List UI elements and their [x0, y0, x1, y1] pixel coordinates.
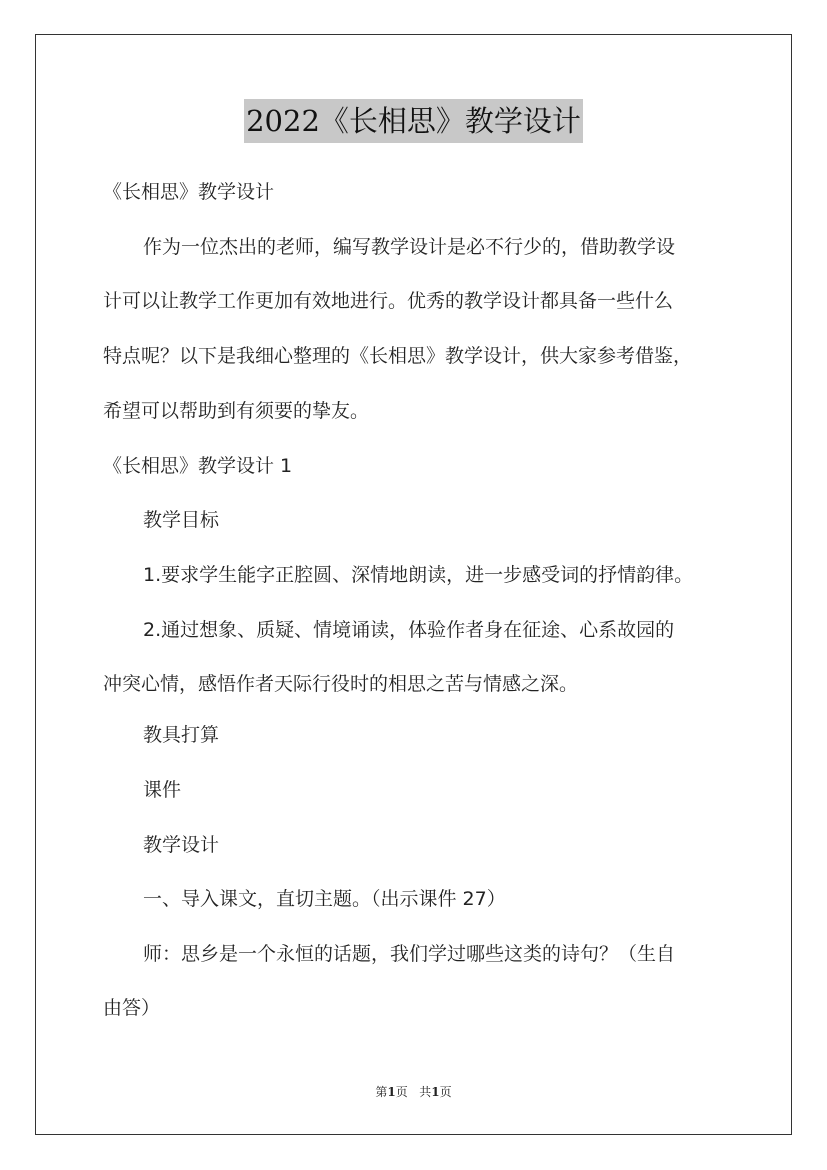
paragraph-line: 冲突心情，感悟作者天际行役时的相思之苦与情感之深。: [103, 673, 579, 695]
paragraph-line: 教学设计: [143, 834, 220, 856]
page-footer: [0, 1084, 827, 1100]
paragraph-line: 教学目标: [143, 509, 220, 531]
footer-page-number: 1: [387, 1085, 396, 1099]
footer-total-prefix: 共: [419, 1085, 432, 1099]
section-heading: 《长相思》教学设计 1: [103, 455, 293, 477]
paragraph-line: 特点呢？以下是我细心整理的《长相思》教学设计，供大家参考借鉴，: [103, 345, 693, 367]
document-title: 2022《长相思》教学设计: [244, 99, 583, 143]
paragraph-line: 课件: [143, 779, 182, 801]
paragraph-line: 一、导入课文，直切主题。（出示课件 27）: [143, 888, 506, 910]
paragraph-line: 由答）: [103, 997, 161, 1019]
paragraph-line: 师：思乡是一个永恒的话题，我们学过哪些这类的诗句？（生自: [143, 943, 676, 965]
paragraph-line: 教具打算: [143, 724, 220, 746]
paragraph-line: 作为一位杰出的老师，编写教学设计是必不行少的，借助教学设: [143, 236, 676, 258]
footer-page-suffix: 页: [395, 1085, 408, 1099]
paragraph-line: 1.要求学生能字正腔圆、深情地朗读，进一步感受词的抒情韵律。: [143, 564, 694, 586]
paragraph-line: 希望可以帮助到有须要的挚友。: [103, 400, 370, 422]
paragraph-line: 计可以让教学工作更加有效地进行。优秀的教学设计都具备一些什么: [103, 290, 674, 312]
document-title-container: [0, 99, 827, 143]
footer-page-prefix: 第: [375, 1085, 388, 1099]
paragraph-line: 2.通过想象、质疑、情境诵读，体验作者身在征途、心系故园的: [143, 619, 675, 641]
footer-total-number: 1: [431, 1085, 440, 1099]
section-heading: 《长相思》教学设计: [103, 181, 275, 203]
footer-total-suffix: 页: [439, 1085, 452, 1099]
